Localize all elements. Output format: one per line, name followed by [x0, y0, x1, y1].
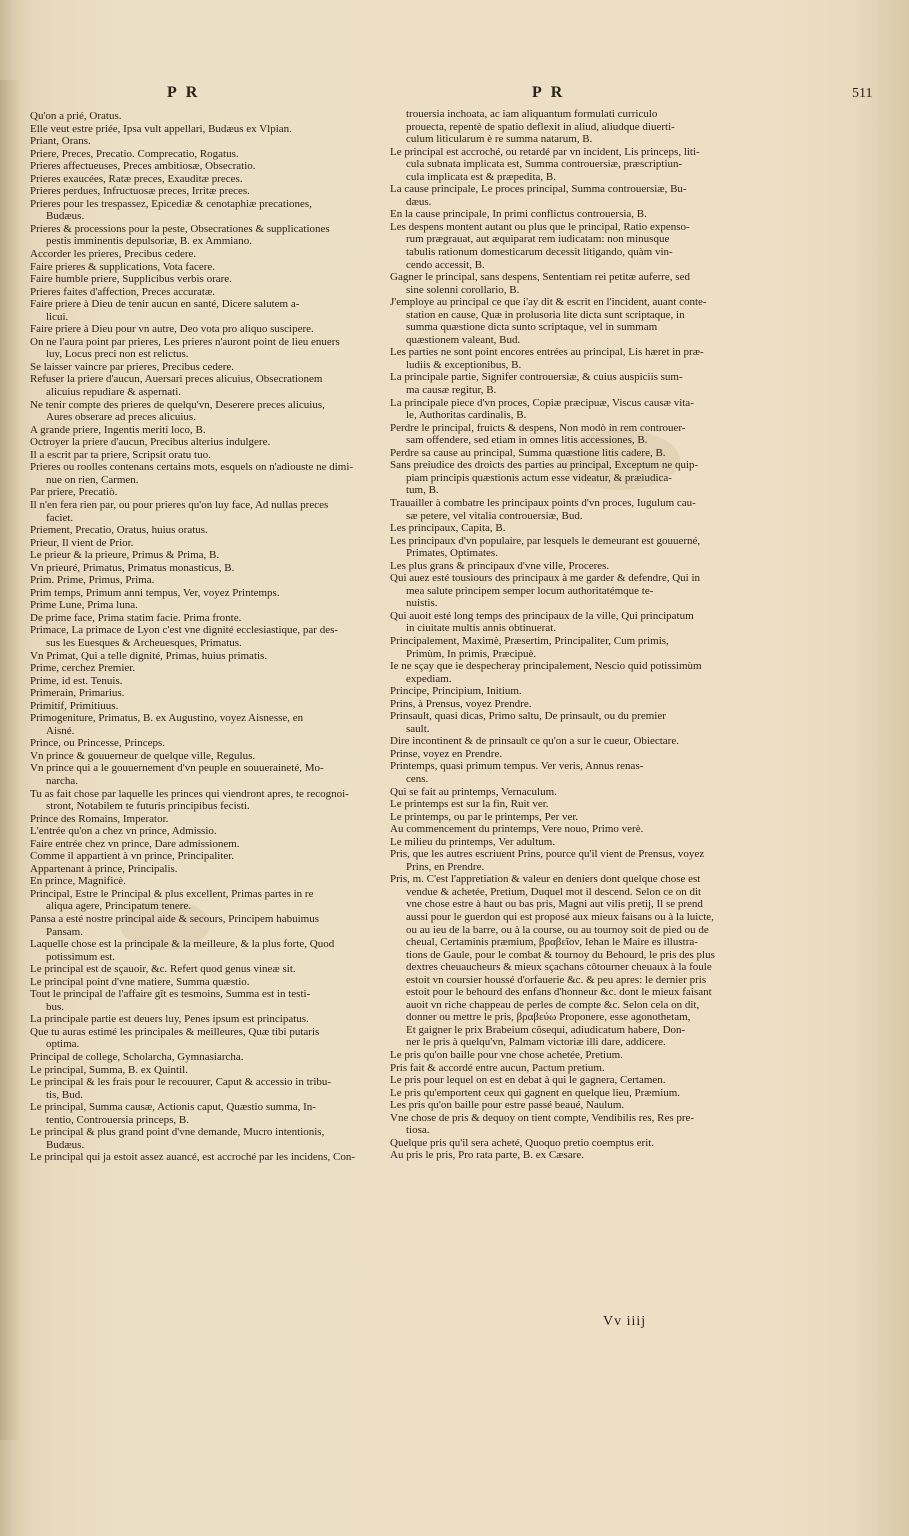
dictionary-line: A grande priere, Ingentis meriti loco, B. [30, 423, 206, 436]
dictionary-line: Primitif, Primitiuus. [30, 699, 119, 712]
dictionary-line: auoit vn riche chappeau de perles de compte &c. Selon cela on dit, [406, 998, 700, 1011]
dictionary-line: rum prægrauat, aut æquiparat rem iudicatam: non minusque [406, 233, 670, 246]
dictionary-line: Aures obserare ad preces alicuius. [46, 411, 196, 424]
dictionary-line: cheual, Certaminis præmium, βραβεῖον, Iehan le Maire es illustra- [406, 936, 698, 949]
dictionary-line: Trauailler à combatre les principaux points d'vn proces, Iugulum cau- [390, 496, 696, 509]
dictionary-line: Primogeniture, Primatus, B. ex Augustino, voyez Aisnesse, en [30, 712, 304, 725]
dictionary-line: faciet. [46, 511, 74, 524]
dictionary-line: in ciuitate multis annis obtinuerat. [406, 622, 556, 635]
dictionary-line: trouersia inchoata, ac iam aliquantum formulati curriculo [406, 108, 658, 120]
dictionary-line: tentio, Controuersia princeps, B. [46, 1113, 189, 1126]
dictionary-line: Sans preiudice des droicts des parties au principal, Exceptum ne quip- [390, 459, 699, 472]
dictionary-line: Quelque pris qu'il sera acheté, Quoquo pretio coemptus erit. [390, 1136, 655, 1149]
dictionary-line: Pris, m. C'est l'appretiation & valeur en deniers dont quelque chose est [390, 873, 701, 886]
dictionary-line: Primace, La primace de Lyon c'est vne dignité ecclesiastique, par des- [30, 624, 339, 637]
dictionary-line: tions de Gaule, pour le combat & tournoy du Behourd, le pris des plus [406, 948, 715, 961]
dictionary-line: Vn prince & gouuerneur de quelque ville, Regulus. [30, 749, 256, 762]
left-running-head: PR [167, 84, 207, 101]
dictionary-line: Qui se fait au printemps, Vernaculum. [390, 785, 557, 798]
dictionary-line: vendue & achetée, Pretium, Duquel mot il descend. Selon ce on dit [406, 885, 702, 898]
dictionary-line: Faire entrée chez vn prince, Dare admissionem. [30, 837, 240, 850]
dictionary-line: La principale piece d'vn proces, Copiæ præcipuæ, Viscus causæ vita- [390, 396, 694, 409]
dictionary-line: prouecta, repentè de spatio deflexit in aliud, aliudque diuerti- [406, 120, 675, 133]
dictionary-line: Le pris qu'on baille pour vne chose achetée, Pretium. [390, 1049, 623, 1062]
dictionary-line: La principale partie est deuers luy, Penes ipsum est principatus. [30, 1013, 309, 1026]
dictionary-line: Le printemps est sur la fin, Ruit ver. [390, 798, 549, 811]
dictionary-line: tiosa. [406, 1124, 430, 1137]
dictionary-line: Prince, ou Princesse, Princeps. [30, 737, 166, 750]
dictionary-line: aliqua agere, Principatum tenere. [46, 900, 192, 913]
dictionary-line: nue on rien, Carmen. [46, 473, 139, 486]
dictionary-line: L'entrée qu'on a chez vn prince, Admissio. [30, 825, 217, 838]
dictionary-line: Les parties ne sont point encores entrées au principal, Lis hæret in præ- [390, 346, 704, 359]
dictionary-line: Primùm, In primis, Præcipuè. [406, 647, 537, 660]
dictionary-line: Dire incontinent & de prinsault ce qu'on a sur le cueur, Obiectare. [390, 735, 679, 748]
dictionary-line: Ie ne sçay que ie despecheray principalement, Nescio quid potissimùm [390, 660, 702, 673]
dictionary-line: Pris fait & accordé entre aucun, Pactum pretium. [390, 1061, 605, 1074]
dictionary-line: sam offendere, sed etiam in omnes litis accessiones, B. [406, 434, 648, 447]
dictionary-line: De prime face, Prima statim facie. Prima fronte. [30, 611, 242, 624]
dictionary-line: Prim temps, Primum anni tempus, Ver, voyez Printemps. [30, 586, 280, 599]
dictionary-line: Prime Lune, Prima luna. [30, 599, 138, 612]
dictionary-line: Le principal est de sçauoir, &c. Refert quod genus vineæ sit. [30, 963, 296, 976]
dictionary-line: Principal de college, Scholarcha, Gymnasiarcha. [30, 1051, 244, 1064]
dictionary-line: Prime, id est. Tenuis. [30, 674, 123, 687]
dictionary-line: Vne chose de pris & dequoy on tient compte, Vendibilis res, Res pre- [390, 1111, 695, 1124]
right-column [390, 108, 820, 1162]
dictionary-line: tis, Bud. [46, 1088, 83, 1101]
dictionary-line: Il n'en fera rien par, ou pour prieres qu'on luy face, Ad nullas preces [30, 498, 329, 511]
dictionary-line: donner ou mettre le pris, βραβεύω Proponere, esse agonothetam, [406, 1011, 691, 1024]
dictionary-line: En la cause principale, In primi conflictus controuersia, B. [390, 208, 647, 221]
dictionary-line: station en cause, Quæ in prolusoria lite dicta sunt scriptaque, in [406, 308, 685, 321]
page-number: 511 [852, 86, 873, 101]
dictionary-line: sus les Euesques & Archeuesques, Primatus. [46, 636, 242, 649]
dictionary-line: Prieur, Il vient de Prior. [30, 536, 134, 549]
dictionary-line: Prieres faites d'affection, Preces accuratæ. [30, 285, 216, 298]
dictionary-line: Qu'on a prié, Oratus. [30, 110, 122, 122]
dictionary-line: Principal, Estre le Principal & plus excellent, Primas partes in re [30, 887, 314, 900]
dictionary-line: Que tu auras estimé les principales & meilleures, Quæ tibi putaris [30, 1025, 320, 1038]
dictionary-line: optima. [46, 1038, 80, 1051]
dictionary-line: Le principal qui ja estoit assez auancé, est accroché par les incidens, Con- [30, 1151, 355, 1164]
dictionary-line: La principale partie, Signifer controuersiæ, & cuius auspiciis sum- [390, 371, 683, 384]
dictionary-line: potissimum est. [46, 950, 116, 963]
dictionary-line: tum, B. [406, 484, 439, 497]
dictionary-line: ludiis & exceptionibus, B. [406, 358, 522, 371]
dictionary-line: Prim. Prime, Primus, Prima. [30, 574, 155, 587]
dictionary-line: Comme il appartient à vn prince, Principaliter. [30, 850, 235, 863]
dictionary-line: narcha. [46, 774, 79, 787]
dictionary-line: Les despens montent autant ou plus que le principal, Ratio expenso- [390, 220, 690, 233]
dictionary-line: Primerain, Primarius. [30, 687, 125, 700]
dictionary-line: Refuser la priere d'aucun, Auersari preces alicuius, Obsecrationem [30, 373, 323, 386]
dictionary-line: Pris, que les autres escriuent Prins, pource qu'il vient de Prensus, voyez [390, 848, 705, 861]
dictionary-line: Priement, Precatio, Oratus, huius oratus. [30, 524, 208, 537]
dictionary-line: sine solenni corollario, B. [406, 283, 520, 296]
dictionary-line: Principe, Principium, Initium. [390, 685, 522, 698]
dictionary-line: vne chose estre à haut ou bas pris, Magni aut vilis pretij, Il se prend [406, 898, 703, 911]
dictionary-line: expediam. [406, 672, 452, 685]
dictionary-line: Le principal est accroché, ou retardé par vn incident, Lis princeps, liti- [390, 145, 700, 158]
dictionary-line: Les principaux, Capita, B. [390, 522, 506, 535]
dictionary-line: Ne tenir compte des prieres de quelqu'vn, Deserere preces alicuius, [30, 398, 325, 411]
dictionary-line: sault. [406, 722, 430, 735]
dictionary-line: culum liticularum è re summa natarum, B. [406, 133, 593, 146]
dictionary-line: Octroyer la priere d'aucun, Precibus alterius indulgere. [30, 436, 271, 449]
dictionary-line: Faire humble priere, Supplicibus verbis orare. [30, 273, 232, 286]
dictionary-line: Gagner le principal, sans despens, Sententiam rei petitæ auferre, sed [390, 271, 690, 284]
binding-gutter [0, 80, 20, 1440]
dictionary-line: Les plus grans & principaux d'vne ville, Proceres. [390, 559, 610, 572]
dictionary-line: nuistis. [406, 597, 438, 610]
dictionary-line: Prins, à Prensus, voyez Prendre. [390, 697, 532, 710]
dictionary-line: dextres cheuaucheurs & mieux sçachans côtourner cheuaux à la foule [406, 961, 712, 974]
dictionary-line: Il a escrit par ta priere, Scripsit oratu tuo. [30, 448, 211, 461]
dictionary-line: Prinse, voyez en Prendre. [390, 747, 503, 760]
dictionary-line: mea salute principem semper locum authoritatémque te- [406, 584, 654, 597]
dictionary-line: Prime, cerchez Premier. [30, 662, 136, 675]
left-column [30, 110, 382, 1164]
dictionary-line: Au commencement du printemps, Vere nouo, Primo verè. [390, 823, 644, 836]
dictionary-line: ou au ieu de la barre, ou à la course, ou au tournoy soit de pied ou de [406, 923, 709, 936]
dictionary-line: Perdre sa cause au principal, Summa quæstione litis cadere, B. [390, 446, 666, 459]
dictionary-line: Appartenant à prince, Principalis. [30, 862, 178, 875]
dictionary-line: Faire prieres & supplications, Vota facere. [30, 260, 216, 273]
dictionary-line: J'employe au principal ce que i'ay dit & escrit en l'incident, auant conte- [390, 296, 707, 309]
dictionary-line: Primates, Optimates. [406, 547, 498, 560]
dictionary-line: Prince des Romains, Imperator. [30, 812, 169, 825]
dictionary-line: Le principal, Summa causæ, Actionis caput, Quæstio summa, In- [30, 1101, 316, 1114]
dictionary-line: Le printemps, ou par le printemps, Per ver. [390, 810, 579, 823]
dictionary-line: Qui auoit esté long temps des principaux de la ville, Qui principatum [390, 609, 694, 622]
dictionary-line: Faire priere à Dieu de tenir aucun en santé, Dicere salutem a- [30, 298, 300, 311]
dictionary-line: Au pris le pris, Pro rata parte, B. ex Cæsare. [390, 1149, 584, 1162]
dictionary-line: cula implicata est & præpedita, B. [406, 170, 556, 183]
dictionary-line: aussi pour le guerdon qui est proposé aux mieux faisans ou à la luicte, [406, 911, 714, 923]
dictionary-line: Principalement, Maximè, Præsertim, Principaliter, Cum primis, [390, 634, 669, 647]
dictionary-line: Prieres ou roolles contenans certains mots, esquels on n'adiouste ne dimi- [30, 461, 354, 474]
dictionary-line: Se laisser vaincre par prieres, Precibus cedere. [30, 360, 235, 373]
dictionary-line: En prince, Magnificè. [30, 875, 126, 888]
dictionary-line: cens. [406, 772, 429, 785]
dictionary-line: Le pris pour lequel on est en debat à qui le gagnera, Certamen. [390, 1074, 666, 1087]
dictionary-line: Prins, en Prendre. [406, 860, 485, 873]
dictionary-line: Le principal & les frais pour le recouurer, Caput & accessio in tribu- [30, 1076, 332, 1089]
dictionary-line: summa quæstione dicta sunto scriptaque, vel in summam [406, 321, 658, 334]
dictionary-line: Et gaigner le prix Brabeium cõsequi, adiudicatum habere, Don- [406, 1023, 686, 1036]
dictionary-line: Budæus. [46, 1138, 85, 1151]
dictionary-line: Vn Primat, Qui a telle dignité, Primas, huius primatis. [30, 649, 268, 662]
dictionary-line: ma causæ regitur, B. [406, 384, 497, 397]
dictionary-line: Les pris qu'on baille pour estre passé beaué, Naulum. [390, 1099, 625, 1112]
dictionary-line: Tout le principal de l'affaire gît es tesmoins, Summa est in testi- [30, 988, 311, 1001]
signature-mark: Vv iiij [603, 1314, 647, 1329]
dictionary-line: Tu as fait chose par laquelle les princes qui viendront apres, te recognoi- [30, 787, 349, 800]
dictionary-line: Prieres affectueuses, Preces ambitiosæ, Obsecratio. [30, 160, 256, 173]
dictionary-line: Budæus. [46, 210, 85, 223]
dictionary-line: Perdre le principal, fruicts & despens, Non modò in rem controuer- [390, 421, 686, 434]
dictionary-line: estoit pour le behourd des enfans d'honneur &c. dont le mieux faisant [406, 986, 712, 999]
dictionary-line: Faire priere à Dieu pour vn autre, Deo vota pro aliquo suscipere. [30, 323, 314, 336]
dictionary-line: stront, Notabilem te futuris principibus fecisti. [46, 800, 250, 813]
dictionary-line: Prieres pour les trespassez, Epicediæ & cenotaphiæ precationes, [30, 197, 312, 210]
dictionary-line: Prieres perdues, Infructuosæ preces, Irritæ preces. [30, 185, 250, 198]
dictionary-line: Le milieu du printemps, Ver adultum. [390, 835, 556, 848]
dictionary-line: cendo accessit, B. [406, 258, 485, 271]
dictionary-line: Vn prieuré, Primatus, Primatus monasticus, B. [30, 561, 235, 574]
dictionary-line: Priant, Orans. [30, 135, 91, 148]
dictionary-line: bus. [46, 1000, 65, 1013]
dictionary-line: Pansam. [46, 925, 83, 938]
dictionary-line: quæstionem valeant, Bud. [406, 333, 521, 346]
dictionary-line: ner le pris à quelqu'vn, Palmam victoriæ illi dare, addicere. [406, 1036, 666, 1049]
dictionary-line: Le principal & plus grand point d'vne demande, Mucro intentionis, [30, 1126, 325, 1139]
dictionary-line: Laquelle chose est la principale & la meilleure, & la plus forte, Quod [30, 938, 335, 951]
dictionary-line: La cause principale, Le proces principal, Summa controuersiæ, Bu- [390, 183, 687, 196]
dictionary-line: alicuius repudiare & aspernati. [46, 386, 182, 399]
dictionary-line: Le pris qu'emportent ceux qui gagnent en quelque lieu, Præmium. [390, 1086, 681, 1099]
right-running-head: PR [532, 84, 572, 101]
dictionary-line: Vn prince qui a le gouuernement d'vn peuple en souueraineté, Mo- [30, 762, 324, 775]
dictionary-line: Prieres & processions pour la peste, Obsecrationes & supplicationes [30, 222, 330, 235]
dictionary-line: Printemps, quasi primum tempus. Ver veris, Annus renas- [390, 760, 644, 773]
dictionary-line: pestis imminentis depulsoriæ, B. ex Ammiano. [46, 235, 252, 248]
dictionary-line: estoit vn coursier houssé d'orfauerie &c. & peu apres: le dernier pris [406, 973, 707, 986]
dictionary-line: licui. [46, 310, 69, 323]
dictionary-line: luy, Locus preci non est relictus. [46, 348, 189, 361]
dictionary-line: dæus. [406, 195, 432, 208]
dictionary-line: Elle veut estre priée, Ipsa vult appellari, Budæus ex Vlpian. [30, 122, 292, 135]
dictionary-line: Pansa a esté nostre principal aide & secours, Principem habuimus [30, 913, 319, 925]
dictionary-line: Le principal, Summa, B. ex Quintil. [30, 1063, 188, 1076]
dictionary-line: Les principaux d'vn populaire, par lesquels le demeurant est gouuerné, [390, 534, 701, 547]
dictionary-line: Priere, Preces, Precatio. Comprecatio, Rogatus. [30, 147, 239, 160]
dictionary-line: Le principal point d'vne matiere, Summa quæstio. [30, 975, 250, 988]
dictionary-line: le, Authoritas cardinalis, B. [406, 409, 527, 422]
dictionary-line: On ne l'aura point par prieres, Les prieres n'auront point de lieu enuers [30, 335, 340, 348]
dictionary-line: Le prieur & la prieure, Primus & Prima, B. [30, 549, 220, 562]
dictionary-line: Aisné. [46, 724, 75, 737]
dictionary-line: Prinsault, quasi dicas, Primo saltu, De prinsault, ou du premier [390, 710, 666, 723]
dictionary-line: Accorder les prieres, Precibus cedere. [30, 248, 197, 261]
dictionary-line: cula subnata implicata est, Summa controuersiæ, præscriptiun- [406, 158, 683, 171]
dictionary-line: Prieres exaucées, Ratæ preces, Exauditæ preces. [30, 172, 243, 185]
dictionary-line: sæ petere, vel vitalia controuersiæ, Bud. [406, 509, 583, 522]
dictionary-line: Par priere, Precatiò. [30, 486, 118, 499]
dictionary-line: tabulis rationum domesticarum decessit litigando, quàm vin- [406, 246, 673, 259]
dictionary-line: Qui auez esté tousiours des principaux à me garder & defendre, Qui in [390, 572, 701, 585]
dictionary-line: piam principis quæstionis actum esse videatur, & præiudica- [406, 471, 672, 484]
